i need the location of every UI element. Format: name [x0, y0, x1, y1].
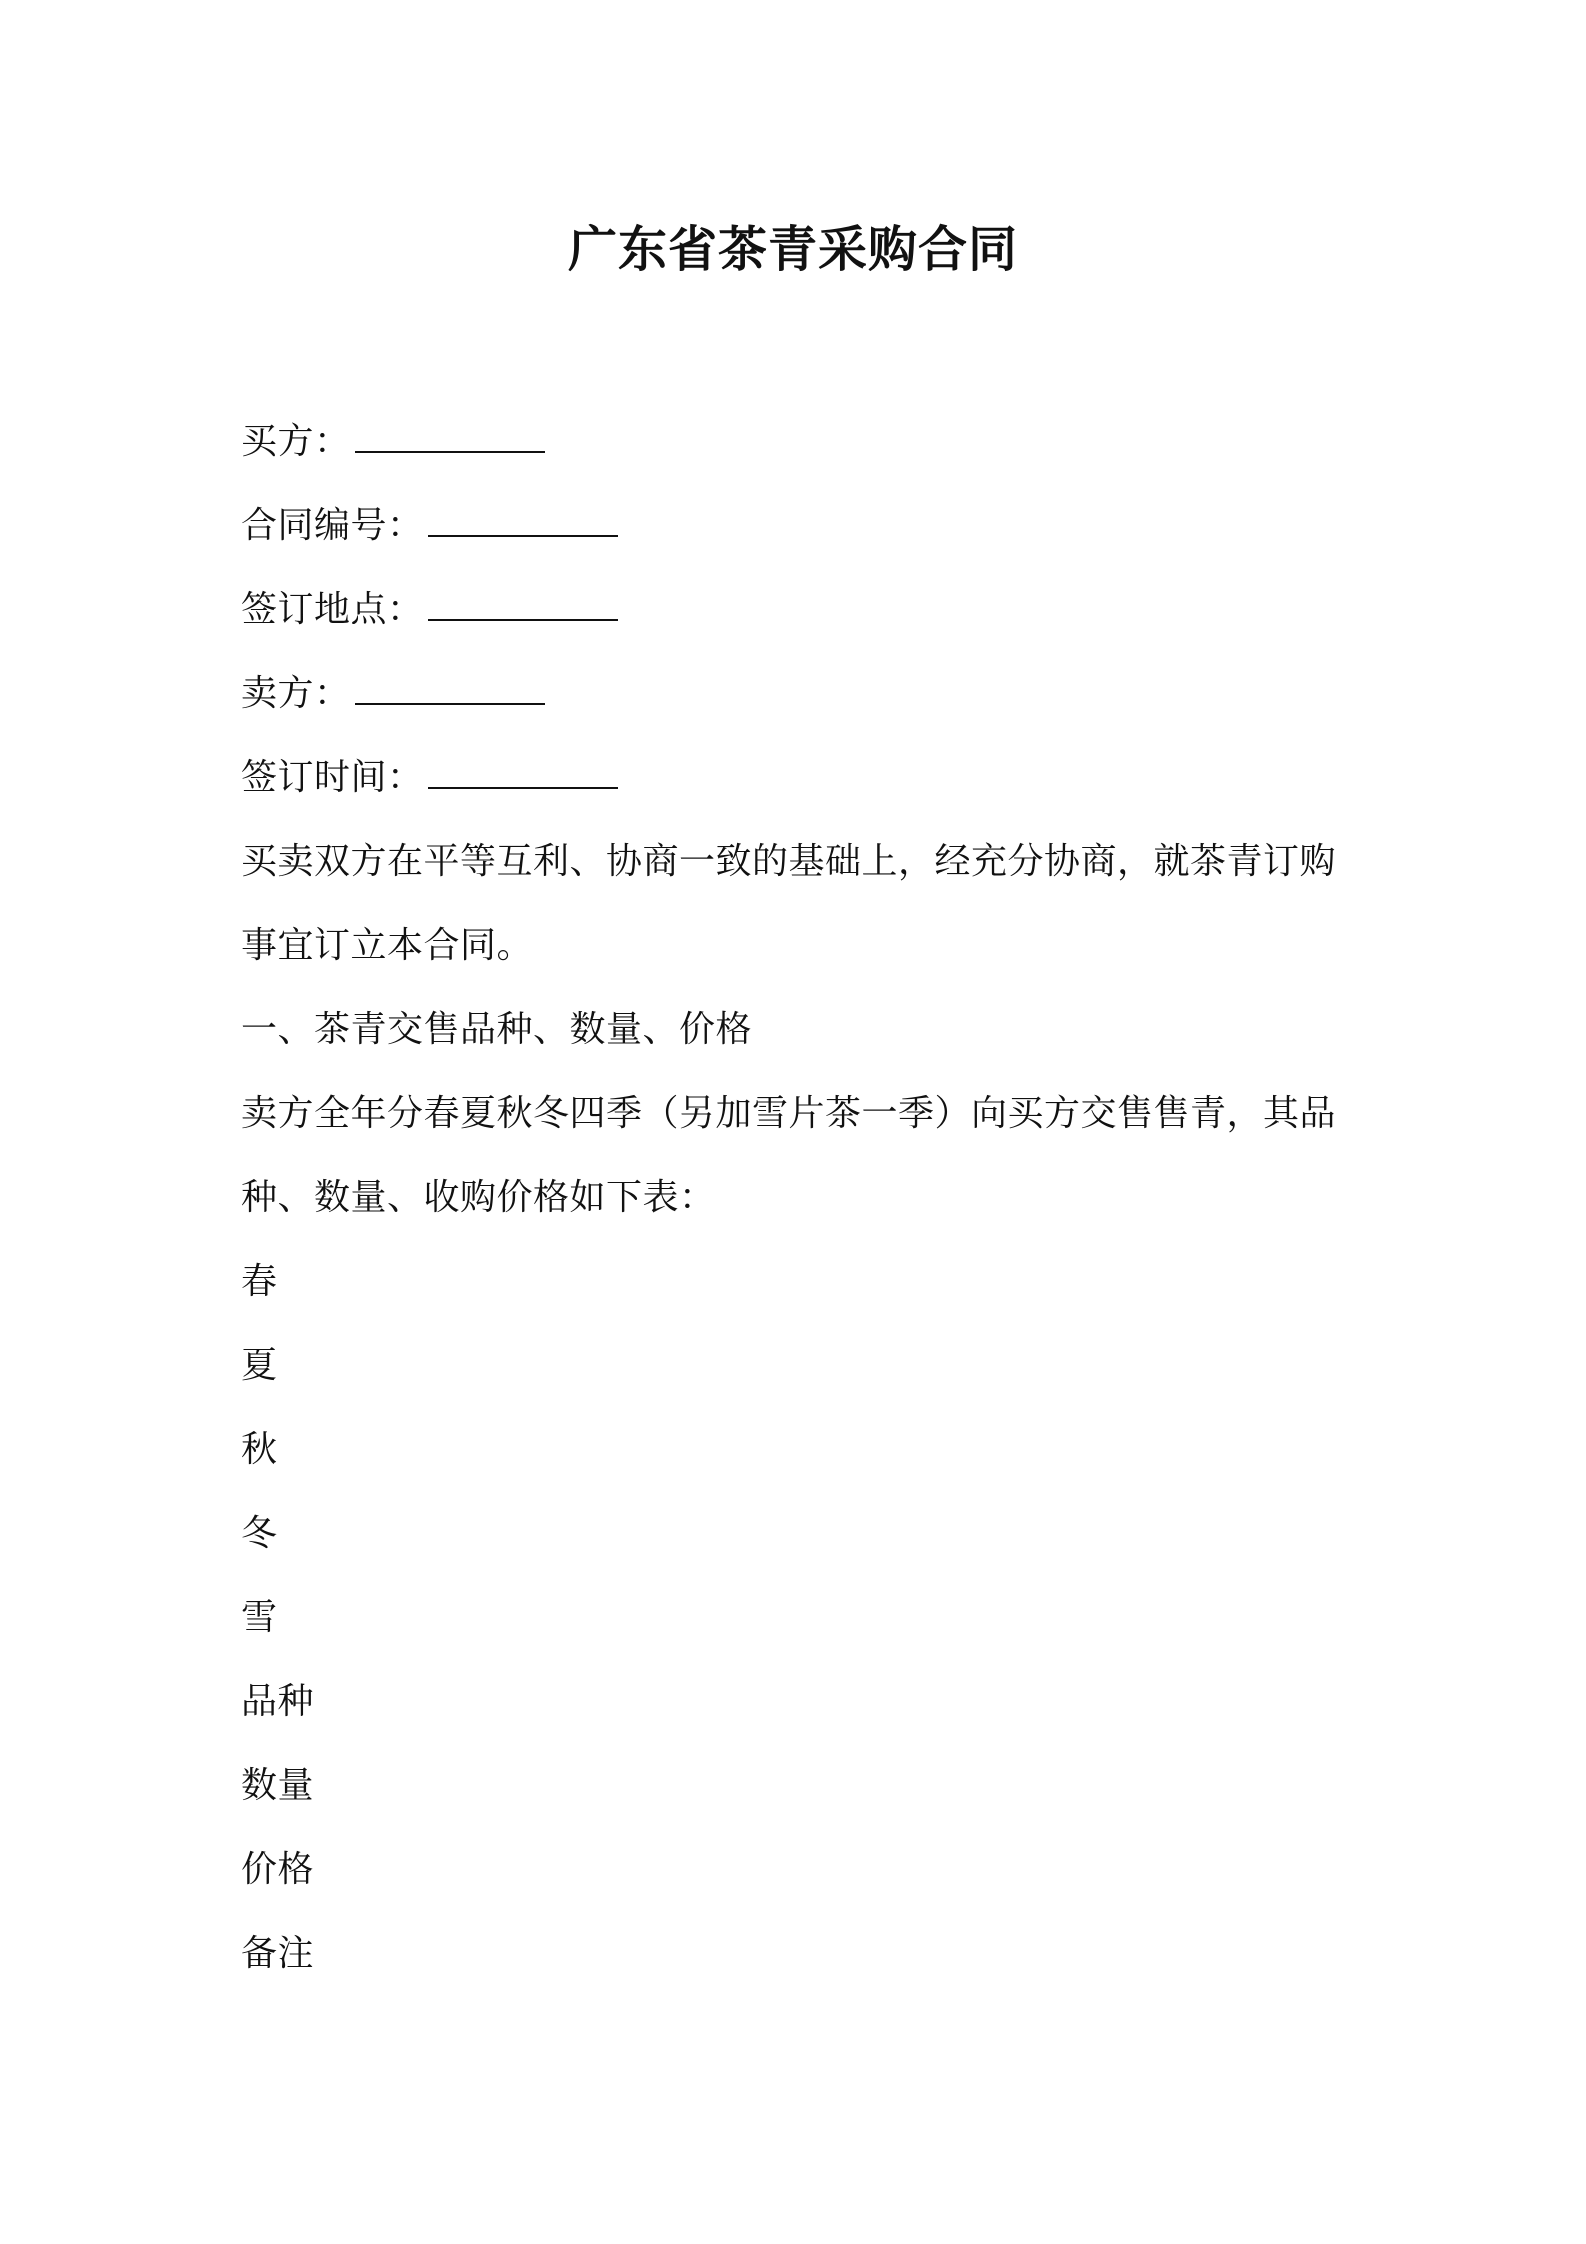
table-item-variety: 品种 [241, 1681, 315, 1722]
field-blank-line [428, 505, 618, 537]
field-signing-time [241, 736, 1361, 820]
document-body [241, 400, 1361, 1996]
table-item-winter: 冬 [241, 1513, 278, 1554]
section-heading: 一、茶青交售品种、数量、价格 [241, 1009, 753, 1050]
table-item-spring: 春 [241, 1261, 278, 1302]
field-signing-place [241, 568, 1361, 652]
section-paragraph-line-1: 卖方全年分春夏秋冬四季（另加雪片茶一季）向买方交售售青，其品 [241, 1093, 1337, 1134]
table-item-quantity: 数量 [241, 1765, 315, 1806]
field-seller [241, 652, 1361, 736]
field-label: 签订时间： [241, 757, 424, 798]
table-item-autumn: 秋 [241, 1429, 278, 1470]
table-item-summer: 夏 [241, 1345, 278, 1386]
field-buyer [241, 400, 1361, 484]
field-label: 买方： [241, 421, 351, 462]
document-title: 广东省茶青采购合同 [567, 221, 1018, 278]
field-label: 卖方： [241, 673, 351, 714]
section-paragraph-line-2: 种、数量、收购价格如下表： [241, 1177, 716, 1218]
table-item-remarks: 备注 [241, 1933, 315, 1974]
intro-paragraph-line-1: 买卖双方在平等互利、协商一致的基础上，经充分协商，就茶青订购 [241, 841, 1337, 882]
field-label: 签订地点： [241, 589, 424, 630]
intro-paragraph-line-2: 事宜订立本合同。 [241, 925, 534, 966]
field-blank-line [355, 421, 545, 453]
table-item-price: 价格 [241, 1849, 315, 1890]
field-label: 合同编号： [241, 505, 424, 546]
table-item-snow: 雪 [241, 1597, 278, 1638]
field-blank-line [428, 589, 618, 621]
field-blank-line [428, 757, 618, 789]
field-contract-number [241, 484, 1361, 568]
field-blank-line [355, 673, 545, 705]
